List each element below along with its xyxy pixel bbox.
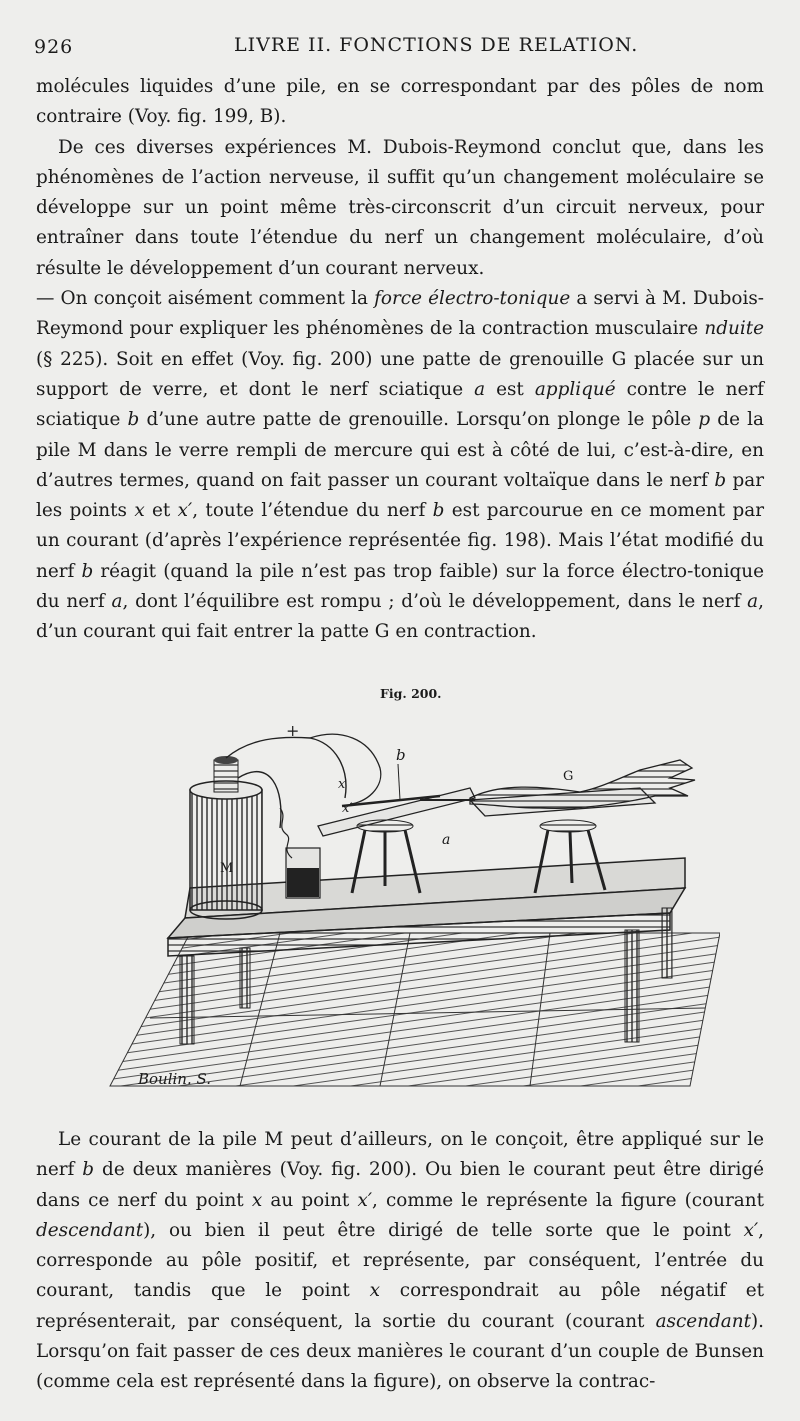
running-header xyxy=(34,30,760,62)
engraver-signature: Boulin. S. xyxy=(138,1070,212,1088)
label-plus: + xyxy=(286,721,300,740)
mercury-glass xyxy=(280,808,320,898)
battery-m xyxy=(190,756,262,919)
label-x-prime: x′ xyxy=(342,801,353,816)
figure-caption: Fig. 200. xyxy=(380,686,442,701)
paragraph-electrotonic: — On conçoit aisément comment la force électro-tonique a servi à M. Dubois-Reymond pour expliquer les phénomènes de la contraction musculaire nduite (§ 225). Soit en effet (Voy. fig. 200) une patte de grenouille G placée sur un support de verre, et dont le nerf sciatique a est appliqué contre le nerf sciatique b d’une autre patte de grenouille. Lorsqu’on plonge le pôle p de la pile M dans le verre rempli de mercure qui est à côté de lui, c’est-à-dire, en d’autres termes, quand on fait passer un courant voltaïque dans le nerf b par les points x et x′, toute l’étendue du nerf b est parcourue en ce moment par un courant (d’après l’expérience représentée fig. 198). Mais l’état modifié du nerf b réagit (quand la pile n’est pas trop faible) sur la force électro-tonique du nerf a, dont l’équilibre est rompu ; d’où le développement, dans le nerf a, d’un courant qui fait entrer la patte G en contraction. xyxy=(36,288,765,643)
running-title: LIVRE II. FONCTIONS DE RELATION. xyxy=(234,34,639,56)
paragraph-dubois-conclusion: De ces diverses expériences M. Dubois-Reymond conclut que, dans les phénomènes de l’action nerveuse, il suffit qu’un changement moléculaire se développe sur un point même très-circonscrit d’un circuit nerveux, pour entraîner dans toute l’étendue du nerf un changement moléculaire, d’où résulte le développement d’un courant nerveux. xyxy=(36,136,764,279)
paragraph-current-directions: Le courant de la pile M peut d’ailleurs, on le conçoit, être appliqué sur le nerf b de deux manières (Voy. fig. 200). Ou bien le courant peut être dirigé dans ce nerf du point x au point x′, comme le représente la figure (courant descendant), ou bien il peut être dirigé de telle sorte que le point x′, corresponde au pôle positif, et représente, par conséquent, l’entrée du courant, tandis que le point x correspondrait au pôle négatif et représenterait, par conséquent, la sortie du courant (courant ascendant). Lorsqu’on fait passer de ces deux manières le courant d’un couple de Bunsen (comme cela est représenté dans la figure), on observe la contrac- xyxy=(36,1129,765,1393)
paragraph-continued: molécules liquides d’une pile, en se correspondant par des pôles de nom contraire (Voy. fig. 199, B). xyxy=(36,76,764,128)
label-m: M xyxy=(220,861,234,876)
label-a: a xyxy=(442,832,451,848)
body-text-top xyxy=(36,72,764,648)
label-g: G xyxy=(563,769,574,784)
figure-200-illustration xyxy=(80,708,720,1100)
page-number: 926 xyxy=(34,36,74,58)
body-text-bottom xyxy=(36,1125,764,1398)
label-x: x xyxy=(338,777,346,792)
label-b: b xyxy=(396,746,406,764)
